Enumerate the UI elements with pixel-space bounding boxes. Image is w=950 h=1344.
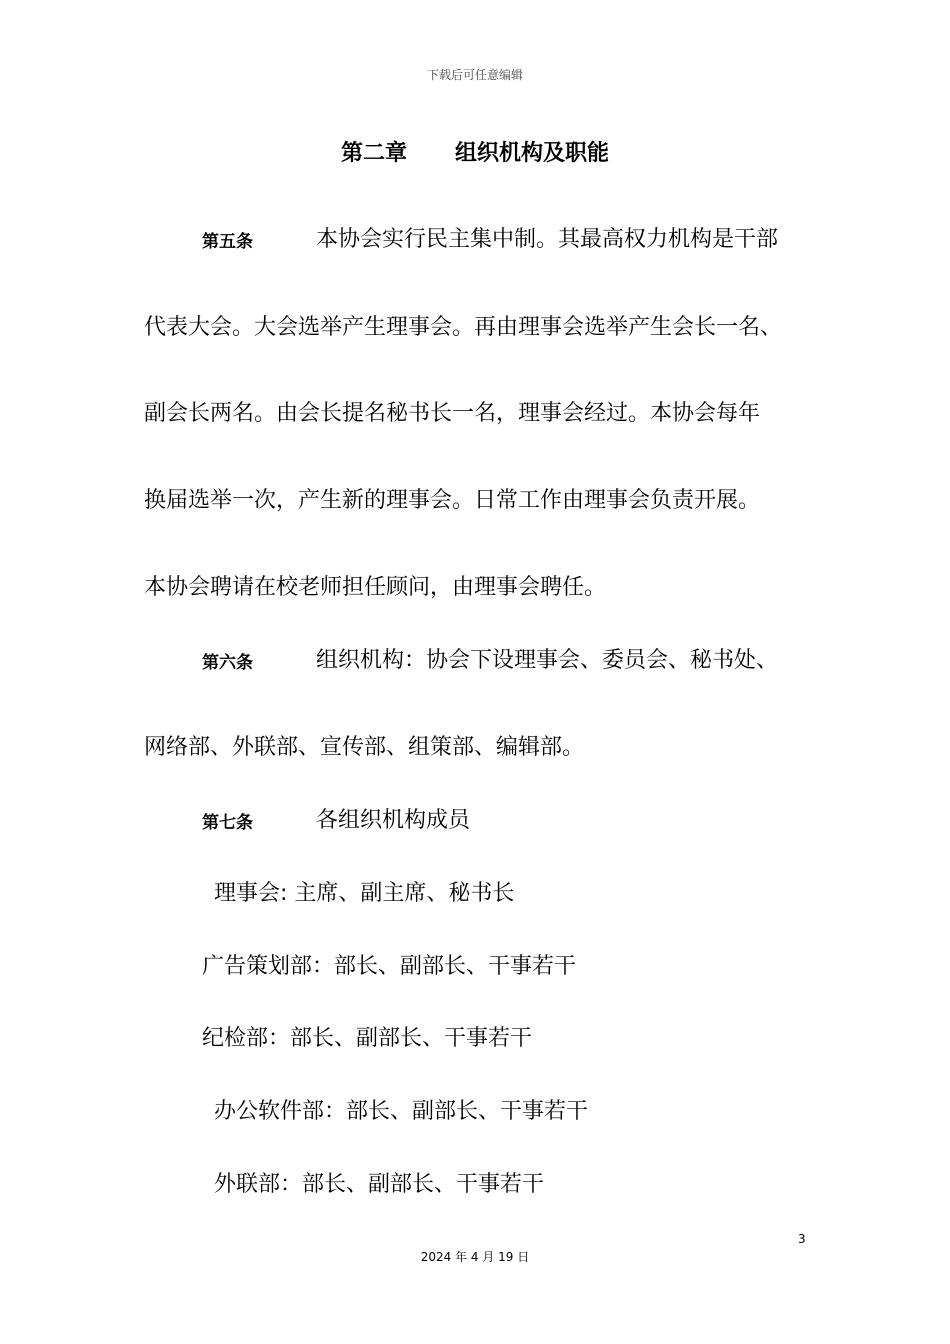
article6-label: 第六条 bbox=[202, 653, 253, 673]
chapter-heading bbox=[0, 136, 950, 167]
article7-label: 第七条 bbox=[202, 813, 253, 833]
article5-line-3: 副会长两名。由会长提名秘书长一名，理事会经过。本协会每年 bbox=[144, 401, 761, 426]
page-number: 3 bbox=[798, 1232, 806, 1246]
member-line-5: 外联部：部长、副部长、干事若干 bbox=[214, 1172, 545, 1197]
article6-line-1: 组织机构：协会下设理事会、委员会、秘书处、 bbox=[316, 648, 779, 673]
chapter-number: 第二章 bbox=[340, 141, 407, 166]
article5-label: 第五条 bbox=[202, 232, 253, 252]
member-line-2: 广告策划部：部长、副部长、干事若干 bbox=[202, 954, 577, 979]
page-header: 下载后可任意编辑 bbox=[426, 68, 523, 82]
article6-line-2: 网络部、外联部、宣传部、组策部、编辑部。 bbox=[144, 735, 585, 760]
member-line-3: 纪检部：部长、副部长、干事若干 bbox=[202, 1026, 533, 1051]
article5-line-2: 代表大会。大会选举产生理事会。再由理事会选举产生会长一名、 bbox=[144, 315, 783, 340]
member-line-4: 办公软件部：部长、副部长、干事若干 bbox=[214, 1099, 589, 1124]
article5-line-5: 本协会聘请在校老师担任顾问，由理事会聘任。 bbox=[144, 575, 607, 600]
article5-line-1: 本协会实行民主集中制。其最高权力机构是干部 bbox=[316, 227, 779, 252]
article5-line-4: 换届选举一次，产生新的理事会。日常工作由理事会负责开展。 bbox=[144, 488, 761, 513]
footer-date: 2024 年 4 月 19 日 bbox=[420, 1250, 530, 1264]
member-line-1: 理事会: 主席、副主席、秘书长 bbox=[214, 881, 515, 906]
chapter-title: 组织机构及职能 bbox=[455, 141, 610, 166]
article7-intro: 各组织机构成员 bbox=[316, 808, 471, 833]
